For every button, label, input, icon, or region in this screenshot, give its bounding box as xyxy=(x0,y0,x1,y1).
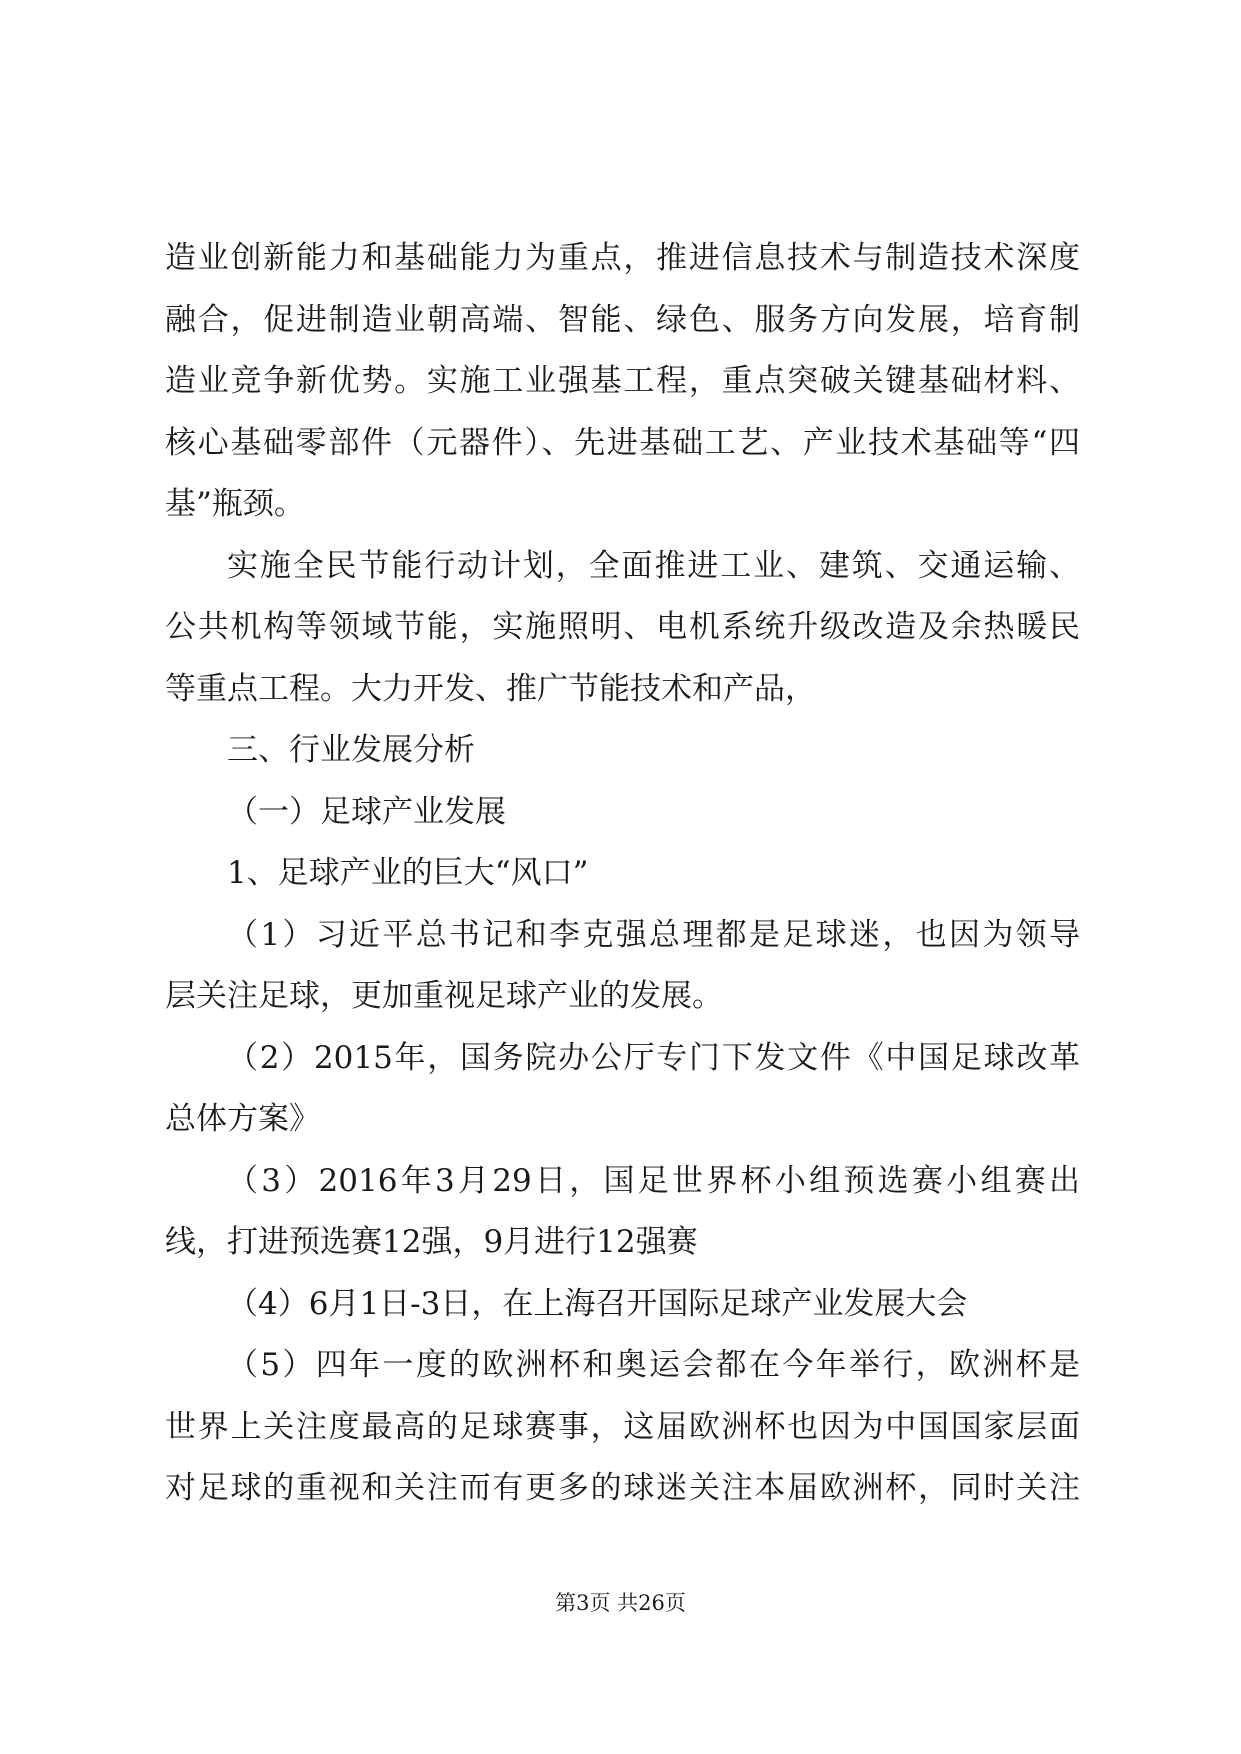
text-line: （4）6月1日-3日，在上海召开国际足球产业发展大会 xyxy=(227,1285,968,1322)
text-line: 世界上关注度最高的足球赛事，这届欧洲杯也因为中国国家层面 xyxy=(165,1408,1080,1445)
text-line: （5）四年一度的欧洲杯和奥运会都在今年举行，欧洲杯是 xyxy=(227,1347,1080,1383)
text-line: 造业竞争新优势。实施工业强基工程，重点突破关键基础材料、 xyxy=(165,363,1080,399)
text-line: （1）习近平总书记和李克强总理都是足球迷，也因为领导 xyxy=(227,916,1080,953)
text-line: 基”瓶颈。 xyxy=(165,486,305,522)
list-item-2 xyxy=(165,1028,1080,1151)
text-line: （一）足球产业发展 xyxy=(227,793,506,830)
page-footer xyxy=(0,1588,1241,1618)
text-line: （2）2015年，国务院办公厅专门下发文件《中国足球改革 xyxy=(227,1039,1080,1076)
text-line: 总体方案》 xyxy=(165,1101,320,1137)
section-heading xyxy=(165,720,1080,782)
text-line: 等重点工程。大力开发、推广节能技术和产品， xyxy=(165,670,816,707)
text-line: 1、足球产业的巨大“风口” xyxy=(227,855,589,891)
text-line: 线，打进预选赛12强，9月进行12强赛 xyxy=(165,1224,698,1260)
text-line: 层关注足球，更加重视足球产业的发展。 xyxy=(165,978,723,1014)
point-heading xyxy=(165,843,1080,905)
text-line: 对足球的重视和关注而有更多的球迷关注本届欧洲杯，同时关注 xyxy=(165,1470,1080,1506)
text-line: （3）2016年3月29日，国足世界杯小组预选赛小组赛出 xyxy=(227,1162,1080,1199)
document-body xyxy=(165,228,1080,1520)
text-line: 三、行业发展分析 xyxy=(227,732,475,768)
text-line: 造业创新能力和基础能力为重点，推进信息技术与制造技术深度 xyxy=(165,240,1080,276)
text-line: 实施全民节能行动计划，全面推进工业、建筑、交通运输、 xyxy=(227,547,1080,584)
text-line: 核心基础零部件（元器件）、先进基础工艺、产业技术基础等“四 xyxy=(165,424,1080,461)
subsection-heading xyxy=(165,782,1080,844)
list-item-5 xyxy=(165,1335,1080,1520)
paragraph-energy-saving xyxy=(165,536,1080,721)
paragraph-manufacturing xyxy=(165,228,1080,536)
list-item-4 xyxy=(165,1274,1080,1336)
list-item-3 xyxy=(165,1151,1080,1274)
page-number: 第3页 共26页 xyxy=(555,1591,686,1615)
text-line: 融合，促进制造业朝高端、智能、绿色、服务方向发展，培育制 xyxy=(165,301,1080,338)
text-line: 公共机构等领域节能，实施照明、电机系统升级改造及余热暖民 xyxy=(165,609,1080,645)
list-item-1 xyxy=(165,905,1080,1028)
